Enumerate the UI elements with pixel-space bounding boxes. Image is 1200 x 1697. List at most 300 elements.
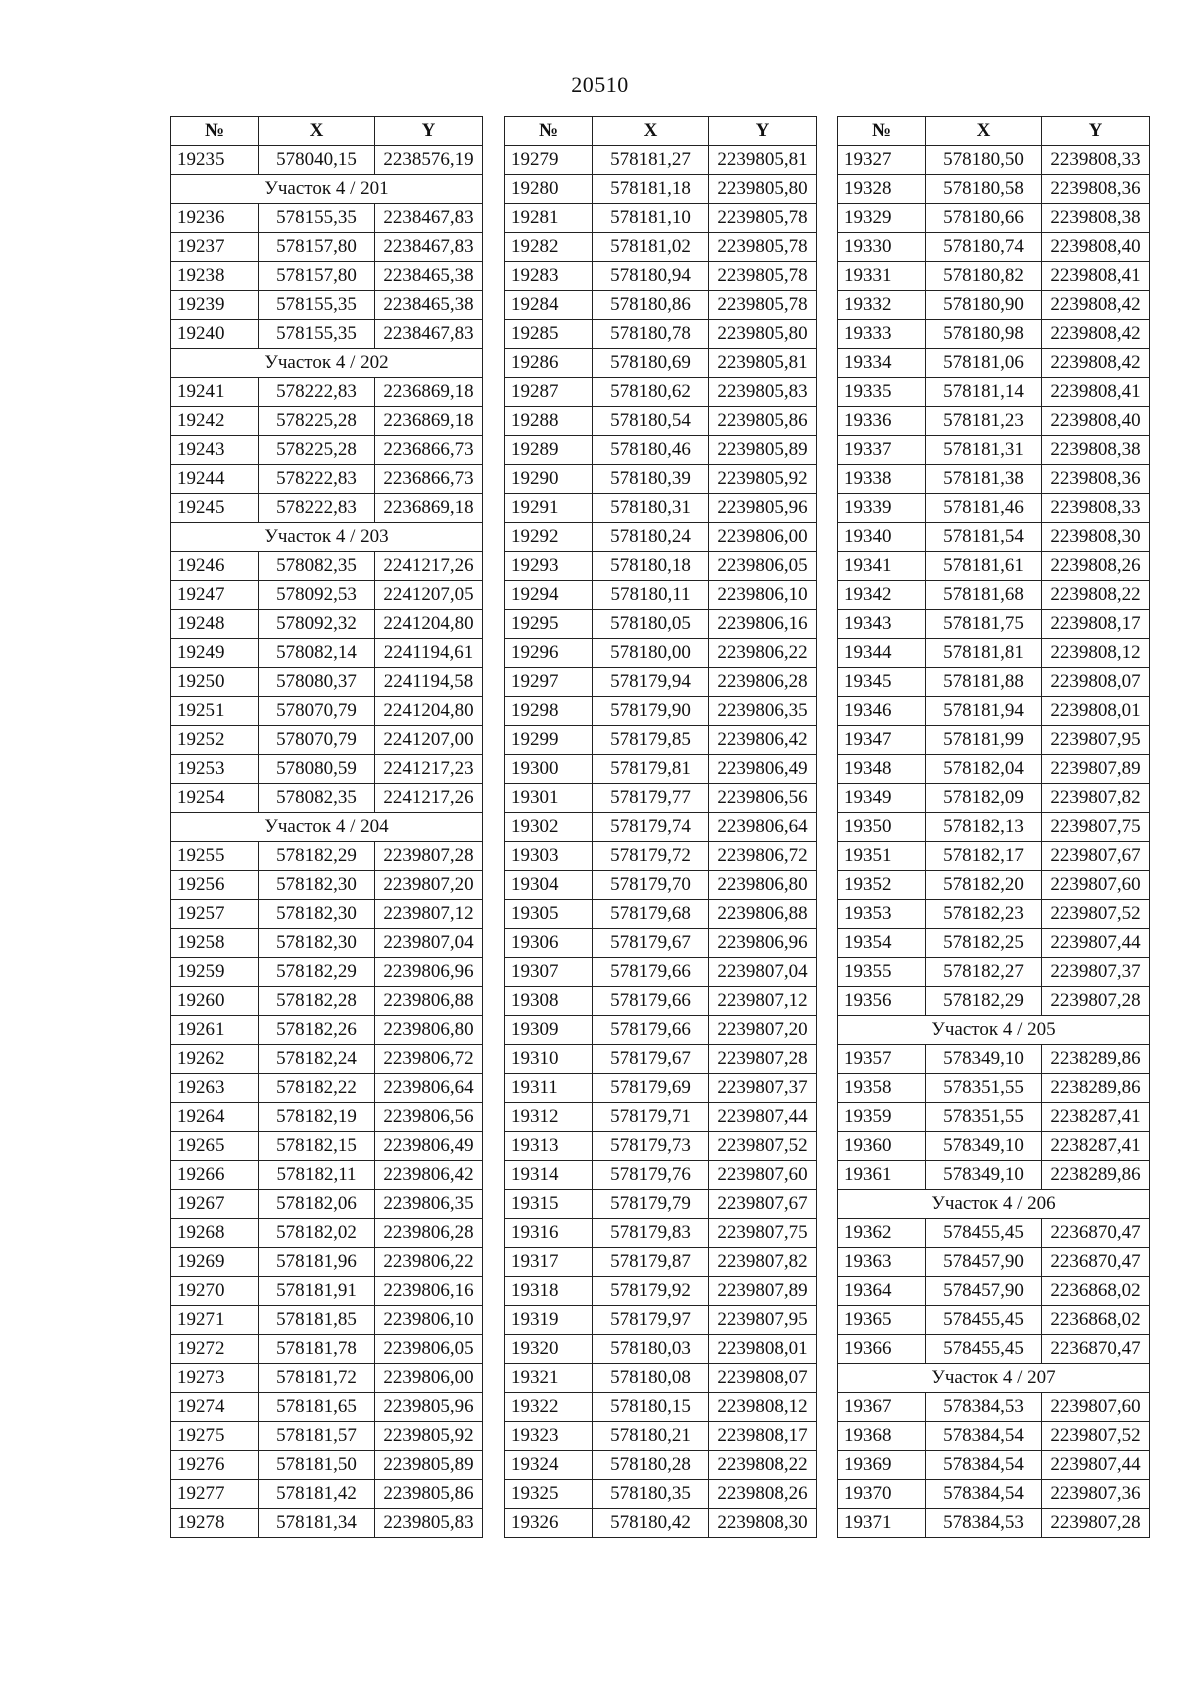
x-coordinate: 578179,76 [593,1161,709,1190]
table-row [505,726,817,755]
table-row [505,900,817,929]
point-number: 19308 [505,987,593,1016]
x-coordinate: 578179,67 [593,1045,709,1074]
x-coordinate: 578180,62 [593,378,709,407]
y-coordinate: 2239806,16 [375,1277,483,1306]
point-number: 19309 [505,1016,593,1045]
y-coordinate: 2239807,89 [1042,755,1150,784]
x-coordinate: 578182,30 [259,929,375,958]
point-number: 19295 [505,610,593,639]
table-row [505,146,817,175]
table-row [838,1045,1150,1074]
point-number: 19248 [171,610,259,639]
point-number: 19345 [838,668,926,697]
point-number: 19277 [171,1480,259,1509]
y-coordinate: 2239807,75 [1042,813,1150,842]
y-coordinate: 2239808,41 [1042,262,1150,291]
x-coordinate: 578179,90 [593,697,709,726]
point-number: 19342 [838,581,926,610]
point-number: 19238 [171,262,259,291]
x-coordinate: 578180,28 [593,1451,709,1480]
point-number: 19282 [505,233,593,262]
y-coordinate: 2239806,10 [375,1306,483,1335]
table-row [171,320,483,349]
table-row [838,1248,1150,1277]
x-coordinate: 578180,50 [926,146,1042,175]
point-number: 19280 [505,175,593,204]
y-coordinate: 2239808,26 [709,1480,817,1509]
x-coordinate: 578180,94 [593,262,709,291]
y-coordinate: 2241194,58 [375,668,483,697]
y-coordinate: 2238289,86 [1042,1074,1150,1103]
y-coordinate: 2239808,17 [1042,610,1150,639]
table-row [505,784,817,813]
table-row [838,871,1150,900]
point-number: 19303 [505,842,593,871]
point-number: 19243 [171,436,259,465]
x-coordinate: 578180,90 [926,291,1042,320]
table-row [838,639,1150,668]
x-coordinate: 578179,83 [593,1219,709,1248]
y-coordinate: 2239808,12 [1042,639,1150,668]
point-number: 19275 [171,1422,259,1451]
table-row [171,407,483,436]
point-number: 19305 [505,900,593,929]
table-row [171,1074,483,1103]
table-row [171,1451,483,1480]
section-row [838,1190,1150,1219]
table-row [505,233,817,262]
y-coordinate: 2241204,80 [375,610,483,639]
table-row [838,552,1150,581]
y-coordinate: 2239808,40 [1042,407,1150,436]
table-row [838,378,1150,407]
table-row [171,842,483,871]
y-coordinate: 2236868,02 [1042,1306,1150,1335]
point-number: 19340 [838,523,926,552]
x-coordinate: 578182,20 [926,871,1042,900]
point-number: 19371 [838,1509,926,1538]
x-coordinate: 578180,08 [593,1364,709,1393]
y-coordinate: 2239806,42 [375,1161,483,1190]
table-row [838,1103,1150,1132]
page-number: 20510 [571,72,629,97]
point-number: 19289 [505,436,593,465]
x-coordinate: 578182,23 [926,900,1042,929]
x-coordinate: 578179,79 [593,1190,709,1219]
x-coordinate: 578155,35 [259,320,375,349]
y-coordinate: 2238467,83 [375,204,483,233]
table-row [838,1393,1150,1422]
point-number: 19255 [171,842,259,871]
table-row [505,929,817,958]
table-row [171,1103,483,1132]
y-coordinate: 2239805,86 [375,1480,483,1509]
x-coordinate: 578092,53 [259,581,375,610]
point-number: 19364 [838,1277,926,1306]
point-number: 19355 [838,958,926,987]
point-number: 19267 [171,1190,259,1219]
x-coordinate: 578080,59 [259,755,375,784]
x-coordinate: 578180,86 [593,291,709,320]
y-coordinate: 2239808,07 [709,1364,817,1393]
table-row [505,1306,817,1335]
point-number: 19301 [505,784,593,813]
point-number: 19349 [838,784,926,813]
y-coordinate: 2239807,95 [709,1306,817,1335]
table-row [838,1132,1150,1161]
point-number: 19321 [505,1364,593,1393]
x-coordinate: 578179,87 [593,1248,709,1277]
table-row [171,1509,483,1538]
point-number: 19283 [505,262,593,291]
table-row [838,349,1150,378]
x-coordinate: 578181,85 [259,1306,375,1335]
x-coordinate: 578180,74 [926,233,1042,262]
y-coordinate: 2239807,28 [709,1045,817,1074]
table-row [505,204,817,233]
table-row [838,987,1150,1016]
point-number: 19299 [505,726,593,755]
table-row [171,465,483,494]
point-number: 19328 [838,175,926,204]
x-coordinate: 578180,05 [593,610,709,639]
y-coordinate: 2238287,41 [1042,1103,1150,1132]
y-coordinate: 2239806,88 [375,987,483,1016]
point-number: 19241 [171,378,259,407]
point-number: 19348 [838,755,926,784]
y-coordinate: 2238289,86 [1042,1161,1150,1190]
x-coordinate: 578182,02 [259,1219,375,1248]
point-number: 19351 [838,842,926,871]
y-coordinate: 2239807,36 [1042,1480,1150,1509]
table-row [171,1393,483,1422]
point-number: 19318 [505,1277,593,1306]
point-number: 19249 [171,639,259,668]
y-coordinate: 2236870,47 [1042,1335,1150,1364]
x-coordinate: 578070,79 [259,697,375,726]
point-number: 19262 [171,1045,259,1074]
y-coordinate: 2239806,16 [709,610,817,639]
point-number: 19300 [505,755,593,784]
header-number: № [171,117,259,146]
y-coordinate: 2239806,56 [709,784,817,813]
section-title: Участок 4 / 203 [171,523,483,552]
section-row [171,175,483,204]
x-coordinate: 578180,54 [593,407,709,436]
point-number: 19284 [505,291,593,320]
y-coordinate: 2239806,96 [375,958,483,987]
table-row [505,494,817,523]
table-row [171,610,483,639]
table-row [171,1277,483,1306]
point-number: 19256 [171,871,259,900]
table-row [171,436,483,465]
y-coordinate: 2239806,42 [709,726,817,755]
x-coordinate: 578225,28 [259,407,375,436]
table-row [838,958,1150,987]
point-number: 19260 [171,987,259,1016]
point-number: 19359 [838,1103,926,1132]
x-coordinate: 578092,32 [259,610,375,639]
y-coordinate: 2239807,12 [709,987,817,1016]
table-row [838,1161,1150,1190]
x-coordinate: 578181,57 [259,1422,375,1451]
point-number: 19347 [838,726,926,755]
table-row [505,668,817,697]
table-row [505,523,817,552]
point-number: 19370 [838,1480,926,1509]
point-number: 19352 [838,871,926,900]
y-coordinate: 2239808,30 [1042,523,1150,552]
section-row [171,813,483,842]
x-coordinate: 578182,04 [926,755,1042,784]
table-row [171,146,483,175]
x-coordinate: 578457,90 [926,1248,1042,1277]
point-number: 19329 [838,204,926,233]
x-coordinate: 578384,54 [926,1480,1042,1509]
y-coordinate: 2239805,80 [709,320,817,349]
point-number: 19291 [505,494,593,523]
y-coordinate: 2236870,47 [1042,1248,1150,1277]
y-coordinate: 2239808,33 [1042,146,1150,175]
section-title: Участок 4 / 207 [838,1364,1150,1393]
table-row [838,668,1150,697]
x-coordinate: 578070,79 [259,726,375,755]
point-number: 19362 [838,1219,926,1248]
y-coordinate: 2239807,28 [1042,1509,1150,1538]
x-coordinate: 578180,03 [593,1335,709,1364]
x-coordinate: 578181,65 [259,1393,375,1422]
x-coordinate: 578180,42 [593,1509,709,1538]
table-row [838,494,1150,523]
x-coordinate: 578180,98 [926,320,1042,349]
table-row [838,784,1150,813]
y-coordinate: 2239805,92 [709,465,817,494]
y-coordinate: 2239808,40 [1042,233,1150,262]
table-row [838,1219,1150,1248]
point-number: 19356 [838,987,926,1016]
coordinates-table-3 [837,116,1150,1538]
point-number: 19270 [171,1277,259,1306]
table-row [505,320,817,349]
point-number: 19302 [505,813,593,842]
table-row [838,610,1150,639]
y-coordinate: 2239806,22 [375,1248,483,1277]
x-coordinate: 578222,83 [259,494,375,523]
x-coordinate: 578181,38 [926,465,1042,494]
table-row [171,233,483,262]
table-row [171,726,483,755]
y-coordinate: 2238467,83 [375,320,483,349]
y-coordinate: 2238289,86 [1042,1045,1150,1074]
x-coordinate: 578181,46 [926,494,1042,523]
table-row [838,407,1150,436]
point-number: 19313 [505,1132,593,1161]
x-coordinate: 578181,91 [259,1277,375,1306]
x-coordinate: 578179,85 [593,726,709,755]
point-number: 19325 [505,1480,593,1509]
point-number: 19251 [171,697,259,726]
y-coordinate: 2239807,52 [1042,1422,1150,1451]
point-number: 19323 [505,1422,593,1451]
point-number: 19350 [838,813,926,842]
y-coordinate: 2236868,02 [1042,1277,1150,1306]
table-row [838,175,1150,204]
table-row [171,1045,483,1074]
section-title: Участок 4 / 205 [838,1016,1150,1045]
table-row [505,407,817,436]
y-coordinate: 2239805,81 [709,146,817,175]
x-coordinate: 578180,69 [593,349,709,378]
x-coordinate: 578179,66 [593,987,709,1016]
table-row [171,1335,483,1364]
table-row [171,262,483,291]
point-number: 19258 [171,929,259,958]
x-coordinate: 578181,42 [259,1480,375,1509]
table-row [838,1277,1150,1306]
point-number: 19353 [838,900,926,929]
table-row [505,349,817,378]
x-coordinate: 578180,46 [593,436,709,465]
table-row [505,1103,817,1132]
point-number: 19361 [838,1161,926,1190]
x-coordinate: 578181,18 [593,175,709,204]
y-coordinate: 2239807,44 [1042,929,1150,958]
point-number: 19273 [171,1364,259,1393]
point-number: 19369 [838,1451,926,1480]
table-row [505,291,817,320]
table-row [838,1422,1150,1451]
y-coordinate: 2239806,22 [709,639,817,668]
y-coordinate: 2239805,78 [709,204,817,233]
section-title: Участок 4 / 202 [171,349,483,378]
table-row [838,697,1150,726]
y-coordinate: 2239806,00 [375,1364,483,1393]
y-coordinate: 2239806,49 [709,755,817,784]
table-row [505,1335,817,1364]
y-coordinate: 2239807,82 [709,1248,817,1277]
table-row [171,784,483,813]
table-row [171,755,483,784]
y-coordinate: 2239806,10 [709,581,817,610]
point-number: 19268 [171,1219,259,1248]
x-coordinate: 578349,10 [926,1161,1042,1190]
y-coordinate: 2241207,05 [375,581,483,610]
header-x: X [259,117,375,146]
table-row [505,465,817,494]
y-coordinate: 2239807,44 [1042,1451,1150,1480]
table-row [838,291,1150,320]
point-number: 19290 [505,465,593,494]
x-coordinate: 578181,27 [593,146,709,175]
x-coordinate: 578082,35 [259,784,375,813]
x-coordinate: 578181,88 [926,668,1042,697]
x-coordinate: 578180,35 [593,1480,709,1509]
point-number: 19324 [505,1451,593,1480]
y-coordinate: 2241217,26 [375,784,483,813]
table-row [171,639,483,668]
table-row [505,1422,817,1451]
table-row [838,813,1150,842]
x-coordinate: 578182,30 [259,871,375,900]
x-coordinate: 578182,11 [259,1161,375,1190]
x-coordinate: 578181,23 [926,407,1042,436]
header-x: X [926,117,1042,146]
table-row [171,668,483,697]
y-coordinate: 2239808,33 [1042,494,1150,523]
point-number: 19320 [505,1335,593,1364]
y-coordinate: 2239805,96 [375,1393,483,1422]
table-row [505,1509,817,1538]
point-number: 19307 [505,958,593,987]
table-row [171,1016,483,1045]
y-coordinate: 2239808,22 [709,1451,817,1480]
y-coordinate: 2239805,81 [709,349,817,378]
point-number: 19279 [505,146,593,175]
point-number: 19335 [838,378,926,407]
point-number: 19319 [505,1306,593,1335]
point-number: 19286 [505,349,593,378]
x-coordinate: 578181,72 [259,1364,375,1393]
y-coordinate: 2239807,60 [1042,1393,1150,1422]
table-row [505,1364,817,1393]
x-coordinate: 578179,71 [593,1103,709,1132]
point-number: 19316 [505,1219,593,1248]
x-coordinate: 578180,11 [593,581,709,610]
table-row [171,581,483,610]
table-row [838,1451,1150,1480]
y-coordinate: 2239807,28 [1042,987,1150,1016]
point-number: 19257 [171,900,259,929]
table-row [505,378,817,407]
y-coordinate: 2239807,04 [709,958,817,987]
y-coordinate: 2239806,64 [709,813,817,842]
section-row [171,349,483,378]
point-number: 19266 [171,1161,259,1190]
y-coordinate: 2238576,19 [375,146,483,175]
point-number: 19344 [838,639,926,668]
x-coordinate: 578384,54 [926,1451,1042,1480]
y-coordinate: 2239806,00 [709,523,817,552]
table-row [838,146,1150,175]
y-coordinate: 2239808,42 [1042,291,1150,320]
table-row [838,1335,1150,1364]
point-number: 19365 [838,1306,926,1335]
point-number: 19317 [505,1248,593,1277]
point-number: 19336 [838,407,926,436]
x-coordinate: 578181,50 [259,1451,375,1480]
table-row [171,929,483,958]
table-row [838,436,1150,465]
y-coordinate: 2239805,96 [709,494,817,523]
y-coordinate: 2239806,05 [375,1335,483,1364]
section-title: Участок 4 / 204 [171,813,483,842]
section-row [171,523,483,552]
x-coordinate: 578225,28 [259,436,375,465]
x-coordinate: 578455,45 [926,1335,1042,1364]
y-coordinate: 2236869,18 [375,378,483,407]
table-row [171,1248,483,1277]
point-number: 19253 [171,755,259,784]
y-coordinate: 2236866,73 [375,465,483,494]
y-coordinate: 2239806,28 [709,668,817,697]
y-coordinate: 2239807,60 [1042,871,1150,900]
point-number: 19276 [171,1451,259,1480]
point-number: 19294 [505,581,593,610]
x-coordinate: 578455,45 [926,1219,1042,1248]
table-row [505,987,817,1016]
